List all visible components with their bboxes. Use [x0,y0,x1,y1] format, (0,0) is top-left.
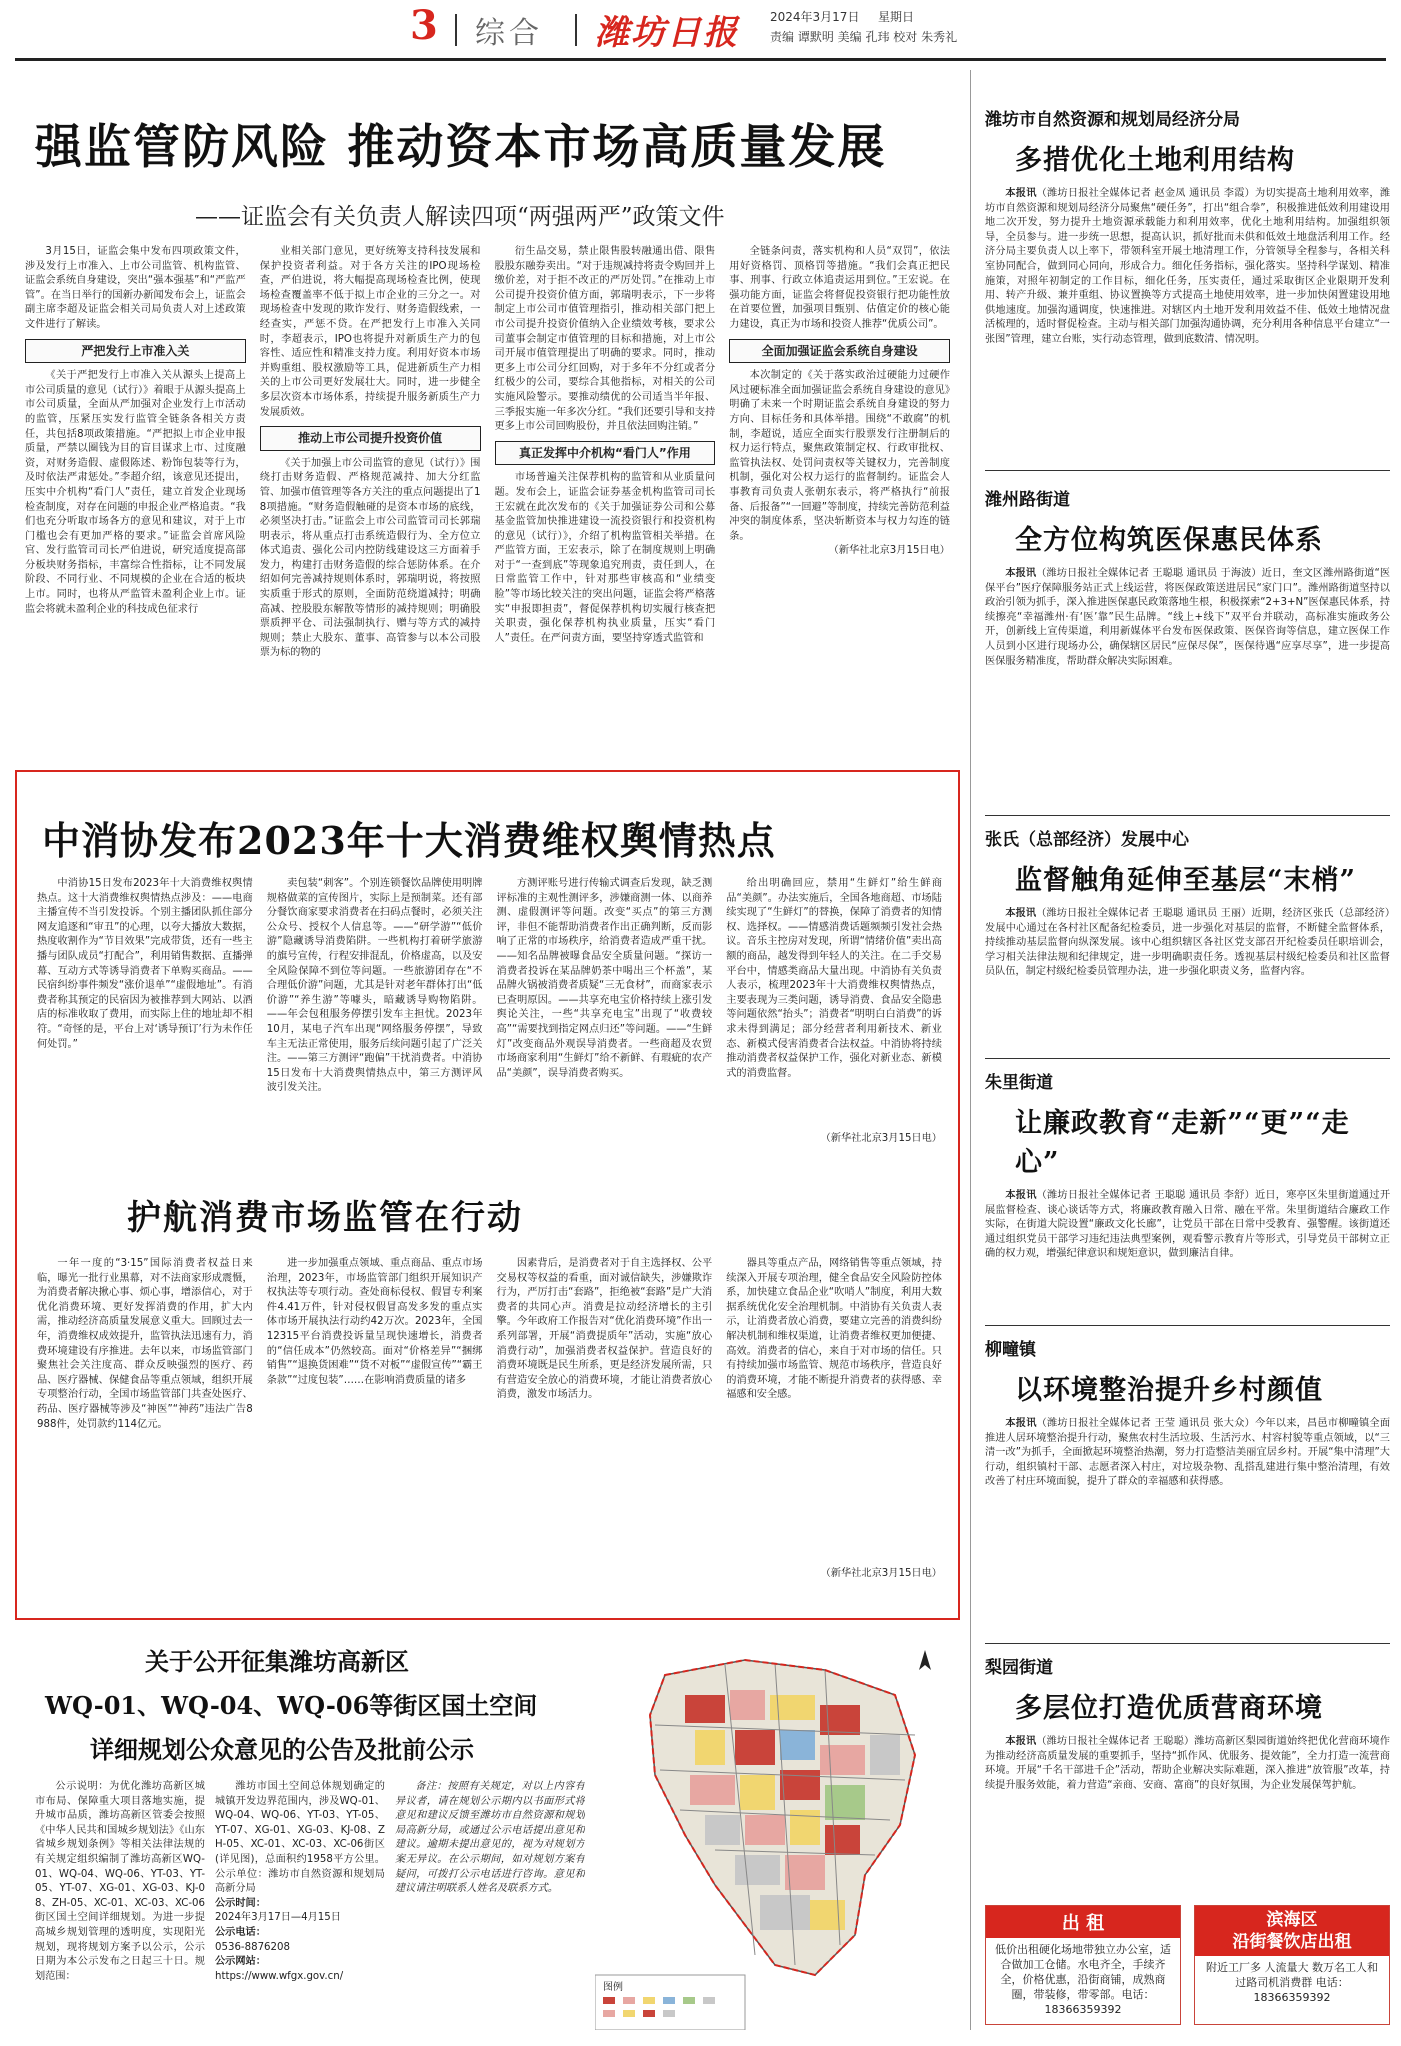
dateline: （新华社北京3月15日电） [820,1568,942,1579]
editor-credits: 责编 谭默明 美编 孔玮 校对 朱秀礼 [770,30,958,44]
lead-headline: 强监管防风险 推动资本市场高质量发展 [35,120,887,175]
consumer-column [497,877,713,1162]
notice-phone: 0536-8876208 [215,1941,290,1953]
sub-article-column [267,1257,483,1602]
brief-title: 以环境整治提升乡村颜值 [1015,1375,1323,1406]
byline-label: 本报讯 [1005,188,1037,199]
news-brief [985,1068,1390,1318]
byline-label: 本报讯 [1005,1418,1037,1429]
lead-column [495,245,716,750]
paragraph: 《关于加强上市公司监管的意见（试行）》围绕打击财务造假、严格规范减持、加大分红监管、加强市值管理等各方关注的重点问题提出了18项措施。“财务造假触碰的是资本市场的底线，必须坚决打击。”证监会上市公司监管司司长郭瑞明表示，将从重点打击系统造假行为、全方位立体式追责、强化公司内控防线建设这三方面着手发力，构建打击财务造假的综合惩防体系。在介绍如何完善减持规则体系时，郭瑞明说，将按照实质重于形式的原则，全面防范绕道减持；明确高减、控股股东解散等情形的减持规则；明确股票质押平仓、司法强制执行、赠与等方式的减持规则；禁止大股东、董事、高管参与以本公司股票为标的物的 [259,457,481,659]
header-divider [455,14,457,46]
planning-map [595,1635,955,2030]
brief-org: 潍坊市自然资源和规划局经济分局 [985,110,1240,130]
brief-title: 监督触角延伸至基层“末梢” [1015,865,1357,896]
notice-website-label: 公示网站： [215,1956,266,1968]
paragraph: 器具等重点产品，网络销售等重点领域，持续深入开展专项治理，健全食品安全风险防控体系，加快建立食品企业“吹哨人”制度，利用大数据系统优化安全治理机制。中消协有关负责人表示，让消费者放心消费，要建立完善的消费纠纷解决机制和维权渠道，让消费者维权更加便捷、高效。消费者的信心，来自于对市场的信任。只有持续加强市场监管、规范市场秩序，营造良好的消费环境，才能不断提升消费者的获得感、幸福感和安全感。 [726,1258,942,1401]
consumer-column [37,877,253,1162]
issue-weekday: 星期日 [878,10,915,24]
notice-column [395,1780,585,2030]
paragraph: 进一步加强重点领域、重点商品、重点市场治理，2023年，市场监管部门组织开展知识产权执法等专项行动。查处商标侵权、假冒专利案件4.41万件，针对侵权假冒高发多发的重点实体市场开展执法行动约42万次。2023年，全国12315平台消费投诉量呈现快速增长，消费者的“信任成本”仍然较高。面对“价格差异”“捆绑销售”“退换货困难”“货不对板”“虚假宣传”“霸王条款”“过度包装”……在影响消费质量的诸多 [266,1258,483,1386]
byline-label: 本报讯 [1005,1190,1037,1201]
paragraph: 卖包装“刺客”。个别连锁餐饮品牌使用明牌规格做菜的宣传图片，实际上是预制菜。还有部分餐饮商家要求消费者在扫码点餐时，必须关注公众号、授权个人信息等。——“研学游”“低价游”隐藏诱导消费陷阱。一些机构打着研学旅游的旗号宣传，行程安排混乱，价格虚高，以及安全风险保障不到位等问题。一些旅游团存在“不合理低价游”问题，尤其是针对老年群体打出“低价游”“养生游”等噱头，暗藏诱导购物陷阱。——年会包租服务停摆引发车主担忧。2023年10月，某电子汽车出现“网络服务停摆”，导致车主无法正常使用，服务后续问题引起了广泛关注。——第三方测评“跑偏”干扰消费者。中消协15日发布十大消费舆情热点中，第三方测评风波引发关注。 [266,878,483,1094]
brief-text: （潍坊日报社全媒体记者 赵金凤 通讯员 李霞）为切实提高土地利用效率，潍坊市自然资源和规划局经济分局聚焦“硬任务”，打出“组合拳”，积极推进低效利用建设用地二次开发，努力提升土地资源承载能力和利用效率，优化土地利用结构。加强组织领导，全员参与。进一步统一思想，提高认识，抓好批而未供和低效土地盘活利用工作。经济分局主要负责人以上率下，带领科室开展土地清理工作，分管领导全程参与，各相关科室协同配合，做到同心同向，形成合力。细化任务指标，强化落实。坚持科学谋划、精准施策，对照年初制定的工作目标，细化任务，压实责任，通过采取街区企业限期开发利用、转产升级、兼并重组、协议置换等方式提高土地使用效率，进一步加快闲置建设用地供地速度。加强沟通调度，快速推进。对辖区内土地开发利用效益不佳、低效土地情况盘活梳理的，适时督促检查。主动与相关部门加强沟通协调，充分利用各种信息平台建立“一张图”管理，建立台账，实行动态管理，做到底数清、情况明。 [985,188,1390,345]
byline-label: 本报讯 [1005,1736,1037,1747]
consumer-column [726,877,942,1162]
brief-divider [985,1058,1390,1059]
sub-article-headline: 护航消费市场监管在行动 [127,1198,523,1238]
ad-body: 低价出租硬化场地带独立办公室，适合做加工仓储。水电齐全，手续齐全，价格优惠，沿街商铺，成熟商圈，带装修，带零部。电话：18366359392 [995,1943,1171,2016]
news-brief [985,485,1390,805]
paragraph: 方测评账号进行传输式调查后发现，缺乏测评标准的主观性测评多，涉嫌商测一体、以商养测、虚假测评等问题。改变“买点”的第三方测评，非但不能帮助消费者作出正确判断，反而影响了正常的市场秩序，给消费者造成严重干扰。——知名品牌被曝食品安全质量问题。“探访一消费者投诉在某品牌奶茶中喝出三个杯盖”，某品牌火锅被消费者质疑“三无食材”，而商家表示已查明原因。——共享充电宝价格持续上涨引发舆论关注，一些“共享充电宝”出现了“收费较高”“需要找到指定网点归还”等问题。——“生鲜灯”改变商品外观误导消费者。一些商超及农贸市场商家利用“生鲜灯”给不新鲜、有瑕疵的农产品“美颜”，误导消费者购买。 [496,878,713,1079]
paragraph: 业相关部门意见，更好统筹支持科技发展和保护投资者利益。对于各方关注的IPO现场检查，严伯进说，将大幅提高现场检查比例，使现场检查覆盖率不低于拟上市企业的三分之一。对现场检查中发现的欺诈发行、财务造假线索，一经查实，严惩不贷。在严把发行上市准入关同时，李超表示，IPO也将提升对新质生产力的包容性、适应性和精准支持力度。利用好资本市场并购重组、股权激励等工具，促进新质生产力相关的上市公司更好发展壮大。同时，进一步健全多层次资本市场体系，持续提升服务新质生产力发展质效。 [259,246,481,418]
brief-body [985,1735,1390,1905]
brief-title: 全方位构筑医保惠民体系 [1015,525,1323,556]
consumer-columns [37,877,942,1162]
brief-text: （潍坊日报社全媒体记者 王聪聪 通讯员 王丽）近期，经济区张氏（总部经济）发展中心通过在各村社区配备纪检委员，进一步强化对基层的监督，不断健全监督体系，持续推动基层监督向纵深发展。该中心组织辖区各社区党支部召开纪检委员任职培训会，学习相关法律法规和纪律规定，进一步明确职责任务。透视基层村级纪检委员和社区监督员队伍，制定村级纪检委员管理办法，进一步强化职责义务，监督内容。 [985,908,1390,978]
byline-label: 本报讯 [1005,908,1037,919]
brief-text: （潍坊日报社全媒体记者 王聪聪）潍坊高新区梨园街道始终把优化营商环境作为推动经济高质量发展的重要抓手，坚持“抓作风、优服务、提效能”，全力打造一流营商环境。开展“千名干部进千企”活动，帮助企业解决实际难题，深入推进“放管服”改革，持续提升服务效能，着力营造“亲商、安商、富商”的良好氛围，为企业发展保驾护航。 [985,1736,1390,1791]
brief-text: （潍坊日报社全媒体记者 王莹 通讯员 张大众）今年以来，昌邑市柳疃镇全面推进人居环境整治提升行动，聚焦农村生活垃圾、生活污水、村容村貌等重点领域，以“三清一改”为抓手，全面掀起环境整治热潮，努力打造整洁美丽宜居乡村。开展“集中清理”大行动，组织镇村干部、志愿者深入村庄，对垃圾杂物、乱搭乱建进行集中整治清理，有效改善了村庄环境面貌，提升了群众的幸福感和获得感。 [985,1418,1390,1488]
paper-logo: 潍坊日报 [595,13,739,53]
brief-body [985,187,1390,452]
sub-article-columns [37,1257,942,1602]
brief-title: 多层位打造优质营商环境 [1015,1693,1323,1724]
page-number: 3 [410,2,438,49]
paragraph: 衍生品交易，禁止限售股转融通出借、限售股股东融券卖出。“对于违规减持将责令购回并上缴价差，对于拒不改正的严厉处罚。”在推动上市公司提升投资价值方面，郭瑞明表示，下一步将制定上市公司市值管理指引，推动相关部门把上市公司提升投资价值纳入企业绩效考核，要求公司董事会制定市值管理的目标和措施，对上市公司开展市值管理提出了明确的要求。同时，推动更多上市公司分红回购，对于多年不分红或者分红极少的公司，要综合其他指标，对相关的公司实施风险警示。要推动绩优的公司适当半年报、三季报实施一年多次分红。“我们还要引导和支持更多上市公司回购股份，并且依法回购注销。” [494,246,716,433]
notice-title-line: 关于公开征集潍坊高新区 [145,1647,409,1676]
news-brief [985,825,1390,1050]
map-legend [595,1975,745,2030]
ad-title-line: 沿街餐饮店出租 [1232,1932,1352,1952]
paragraph: 潍坊市国土空间总体规划确定的城镇开发边界范围内，涉及WQ-01、WQ-04、WQ-06、YT-03、YT-05、YT-07、XG-01、XG-03、KJ-08、ZH-05、XC-01、XC-03、XC-06街区(详见图)，总面积约1958平方公里。公示单位：潍坊市自然资源和规划局高新分局 [215,1781,385,1895]
legend-title: 图例 [603,1982,623,1993]
notice-title-line: 详细规划公众意见的公告及批前公示 [90,1735,474,1764]
lead-column [729,245,950,750]
brief-title: 多措优化土地利用结构 [1015,145,1295,176]
notice-column [35,1780,205,2030]
notice-website-link[interactable]: https://www.wfgx.gov.cn/ [215,1970,344,1982]
brief-title: 让廉政教育“走新”“更”“走心” [1015,1108,1350,1178]
paragraph: 备注：按照有关规定，对以上内容有异议者，请在规划公示期内以书面形式将意见和建议反馈至潍坊市自然资源和规划局高新分局，或通过公示电话提出意见和建议。逾期未提出意见的，视为对规划方案无异议。在公示期间，如对规划方案有疑问，可拨打公示电话进行咨询。意见和建议请注明联系人姓名及联系方式。 [395,1781,585,1895]
news-brief [985,105,1390,455]
brief-body [985,1417,1390,1642]
planning-map-graphic [595,1635,955,2030]
notice-title-line: WQ-01、WQ-04、WQ-06等街区国土空间 [45,1691,538,1720]
section-subheading: 严把发行上市准入关 [25,339,246,364]
right-column [985,70,1390,2030]
dateline: （新华社北京3月15日电） [828,545,950,557]
sub-article-column [37,1257,253,1602]
brief-divider [985,1643,1390,1644]
brief-body [985,907,1390,1055]
notice-time-label: 公示时间： [215,1897,266,1909]
section-subheading: 真正发挥中介机构“看门人”作用 [495,441,716,466]
paragraph: 公示说明：为优化潍坊高新区城市布局、保障重大项目落地实施，提升城市品质，潍坊高新区管委会按照《中华人民共和国城乡规划法》《山东省城乡规划条例》等相关法律法规的有关规定组织编制了潍坊高新区WQ-01、WQ-04、WQ-06、YT-03、YT-05、YT-07、XG-01、XG-03、KJ-08、ZH-05、XC-01、XC-03、XC-06街区国土空间详细规划。为进一步提高城乡规划管理的透明度，实现阳光规划，现将规划方案予以公示，公示日期为本公示发布之日起三十日。规划范围： [35,1781,205,1982]
brief-text: （潍坊日报社全媒体记者 王聪聪 通讯员 李舒）近日，寒亭区朱里街道通过开展监督检查、谈心谈话等方式，将廉政教育融入日常、融在平常。朱里街道结合廉政工作实际，在街道大院设置“廉政文化长廊”，让党员干部在日常中受教育、强警醒。该街道还通过组织党员干部学习违纪违法典型案例，观看警示教育片等形式，引导党员干部树立正确的权力观，增强纪律意识和规矩意识，做到廉洁自律。 [985,1190,1390,1260]
section-name: 综合 [475,16,543,51]
notice-column [215,1780,385,2030]
brief-text: （潍坊日报社全媒体记者 王聪聪 通讯员 于海波）近日，奎文区潍州路街道“医保平台”医疗保障服务站正式上线运营，将医保政策送进居民“家门口”。潍州路街道坚持以政治引领为抓手，深入推进医保惠民政策落地生根，积极探索“2+3+N”医保惠民体系，持续擦亮“幸福潍州·有‘医’靠”民生品牌。“线上+线下”双平台并联动，高标准实施政务公开，创新线上宣传渠道，利用新媒体平台发布医保政策、医保咨询等信息，建立医保工作人员到小区进行现场办公，确保辖区居民“应保尽保”，医保待遇“应享尽享”，进一步提高医保服务精准度，帮助群众解决实际困难。 [985,568,1390,667]
lead-columns [25,245,950,750]
header-rule [15,58,1386,61]
lead-column [25,245,246,750]
consumer-feature-box [15,770,960,1620]
paragraph: 因素背后，是消费者对于自主选择权、公平交易权等权益的看重，面对诚信缺失，涉嫌欺诈行为，严厉打击“套路”，拒绝被“套路”是广大消费者的共同心声。消费是拉动经济增长的主引擎。今年政府工作报告对“优化消费环境”作出一系列部署，开展“消费提质年”活动，实施“放心消费行动”，加强消费者权益保护。营造良好的消费环境既是民生所系，更是经济发展所需，只有营造安全放心的消费环境，才能让消费者放心消费，激发市场活力。 [496,1258,713,1401]
ad-title [1195,1906,1389,1956]
lead-article [15,70,960,760]
paragraph: 3月15日，证监会集中发布四项政策文件，涉及发行上市准入、上市公司监管、机构监管、证监会系统自身建设，突出“强本强基”和“严监严管”。在当日举行的国新办新闻发布会上，证监会副主席李超及证监会相关司局负责人对上述政策文件进行了解读。 [25,246,246,330]
sub-article-column [726,1257,942,1602]
issue-date: 2024年3月17日 [770,10,860,24]
dateline: （新华社北京3月15日电） [820,1133,942,1144]
classified-ad [985,1905,1181,2025]
section-subheading: 全面加强证监会系统自身建设 [729,339,950,364]
paragraph: 一年一度的“3·15”国际消费者权益日来临，曝光一批行业黑幕，对不法商家形成震慑，为消费者解决揪心事、烦心事，增添信心，对于优化消费环境、更好发挥消费的作用，扩大内需，推动经济高质量发展意义重大。回顾过去一年，消费维权成效提升，监管执法迅速有力，消费环境建设有序推进。去年以来，市场监管部门聚焦社会关注度高、群众反映强烈的医疗、药品、医疗器械、保健食品等重点领域，组织开展专项整治行动，全国市场监管部门共查处医疗、药品、医疗器械等涉及“神医”“神药”违法广告8988件，处罚款约114亿元。 [37,1258,253,1430]
lead-column [260,245,481,750]
news-brief [985,1335,1390,1635]
notice-phone-label: 公示电话： [215,1926,266,1938]
paragraph: 市场普遍关注保荐机构的监管和从业质量问题。发布会上，证监会证券基金机构监管司司长王宏就在此次发布的《关于加强证券公司和公募基金监管加快推进建设一流投资银行和投资机构的意见（试行）》，介绍了机构监管相关举措。在严监管方面，王宏表示，除了在制度规则上明确对于“一查到底”等现象追究刑责，责任到人，在日常监管工作中，针对那些审核高和“业绩变脸”等市场比较关注的突出问题，证监会将严格落实“申报即担责”，督促保荐机构切实履行核查把关职责，强化保荐机构执业质量，压实“看门人”责任。在严问责方面，要坚持穿透式监管和 [494,472,716,644]
paragraph: 中消协15日发布2023年十大消费维权舆情热点。这十大消费维权舆情热点涉及：——电商主播宣传不当引发投诉。个别主播团队抓住部分网友追逐和“审丑”的心理，以夸大播放大数据，热度收割作为“节目效果”完成带货，还有一些主播与团队成员“打配合”，利用销售数据、直播弹幕、互动方式等诱导消费者下单购买商品。——民宿纠纷事件频发“涨价退单”“虚假地址”。有消费者称其预定的民宿因为被推荐到大网站、以酒店的标准收取了费用，而实际上住的地址却不相符。“奇怪的是，平台上对‘诱导预订’行为未作任何处罚。” [37,878,253,1050]
paragraph: 全链条问责，落实机构和人员“双罚”，依法用好资格罚、顶格罚等措施。“我们会真正把民事、刑事、行政立体追责运用到位。”王宏说。在强功能方面，证监会将督促投资银行把功能性放在首要位置，加强项目甄别、估值定价的核心能力建设，真正为市场和投资人推荐“优质公司”。 [729,246,950,330]
consumer-headline: 中消协发布2023年十大消费维权舆情热点 [42,818,776,863]
brief-org: 柳疃镇 [985,1340,1036,1360]
brief-org: 张氏（总部经济）发展中心 [985,830,1189,850]
paragraph: 给出明确回应，禁用“生鲜灯”给生鲜商品“美颜”。办法实施后，全国各地商超、市场陆续实现了“生鲜灯”的替换，保障了消费者的知情权、选择权。——情感消费话题频频引发社会热议。音乐主控房对发现，所谓“情绪价值”卖出高额的商品，越发得到年轻人的关注。在二手交易平台中，情感类商品大量出现。中消协有关负责人表示，梳理2023年十大消费维权舆情热点，主要表现为三类问题，诱导消费、食品安全隐患等问题依然“抬头”；消费者“明明白白消费”的诉求未得到满足；部分经营者利用新技术、新业态、新模式侵害消费者合法权益。中消协将持续推动消费者权益保护工作，强化对新业态、新模式的消费监督。 [726,878,942,1079]
sub-article-column [497,1257,713,1602]
brief-body [985,567,1390,807]
brief-divider [985,470,1390,471]
consumer-column [267,877,483,1162]
notice-time: 2024年3月17日—4月15日 [215,1912,341,1924]
header-divider [575,14,577,46]
classified-ad [1194,1905,1390,2025]
lead-subheadline: ——证监会有关负责人解读四项“两强两严”政策文件 [195,204,725,230]
ad-title: 出 租 [986,1906,1180,1938]
brief-org: 梨园街道 [985,1658,1053,1678]
brief-divider [985,1325,1390,1326]
brief-divider [985,815,1390,816]
brief-org: 朱里街道 [985,1073,1053,1093]
paragraph: 《关于严把发行上市准入关从源头上提高上市公司质量的意见（试行）》着眼于从源头提高上市公司质量，全面从严加强对企业发行上市活动的监管，压紧压实发行监管全链条各相关方责任，共包括8项政策措施。“严把拟上市企业申报质量，严禁以圈钱为目的盲目谋求上市、过度融资，对财务造假、虚假陈述、粉饰包装等行为，及时依法严肃惩处。”李超介绍，该意见还提出，压实中介机构“看门人”责任，建立首发企业现场检查制度，对存在问题的申报企业严格追责。“我们也充分听取市场各方的意见和建议，对于上市门槛也会有更加严格的要求。”证监会首席风险官、发行监管司司长严伯进说，研究适度提高部分板块财务指标，丰富综合性指标，让不同发展阶段、不同行业、不同规模的企业在合适的板块上市。同时，也将从严监管未盈利企业上市。证监会将就未盈利企业的科技成色征求行 [25,370,246,615]
masthead [0,0,1401,60]
news-brief [985,1653,1390,1898]
ad-title-line: 滨海区 [1266,1910,1318,1930]
byline-label: 本报讯 [1005,568,1037,579]
ad-body: 附近工厂多 人流量大 数万名工人和过路司机消费群 电话：18366359392 [1206,1961,1378,2004]
brief-org: 潍州路街道 [985,490,1070,510]
column-divider [970,70,971,2030]
public-notice [15,1630,960,2035]
paragraph: 本次制定的《关于落实政治过硬能力过硬作风过硬标准全面加强证监会系统自身建设的意见》明确了未来一个时期证监会系统自身建设的努力方向、目标任务和具体举措。围绕“不敢腐”的机制，李超说，适应全面实行股票发行注册制后的权力运行特点，聚焦政策制定权、行政审批权、监管执法权、处罚问责权等关键权力，完善制度机制，强化对公权力运行的监督制约。证监会人事教育司负责人张朝东表示，将严格执行“前报备、后报备”“一回避”等制度，持续完善防范利益冲突的制度体系，坚决斩断资本与权力勾连的链条。 [729,370,950,542]
section-subheading: 推动上市公司提升投资价值 [260,426,481,451]
